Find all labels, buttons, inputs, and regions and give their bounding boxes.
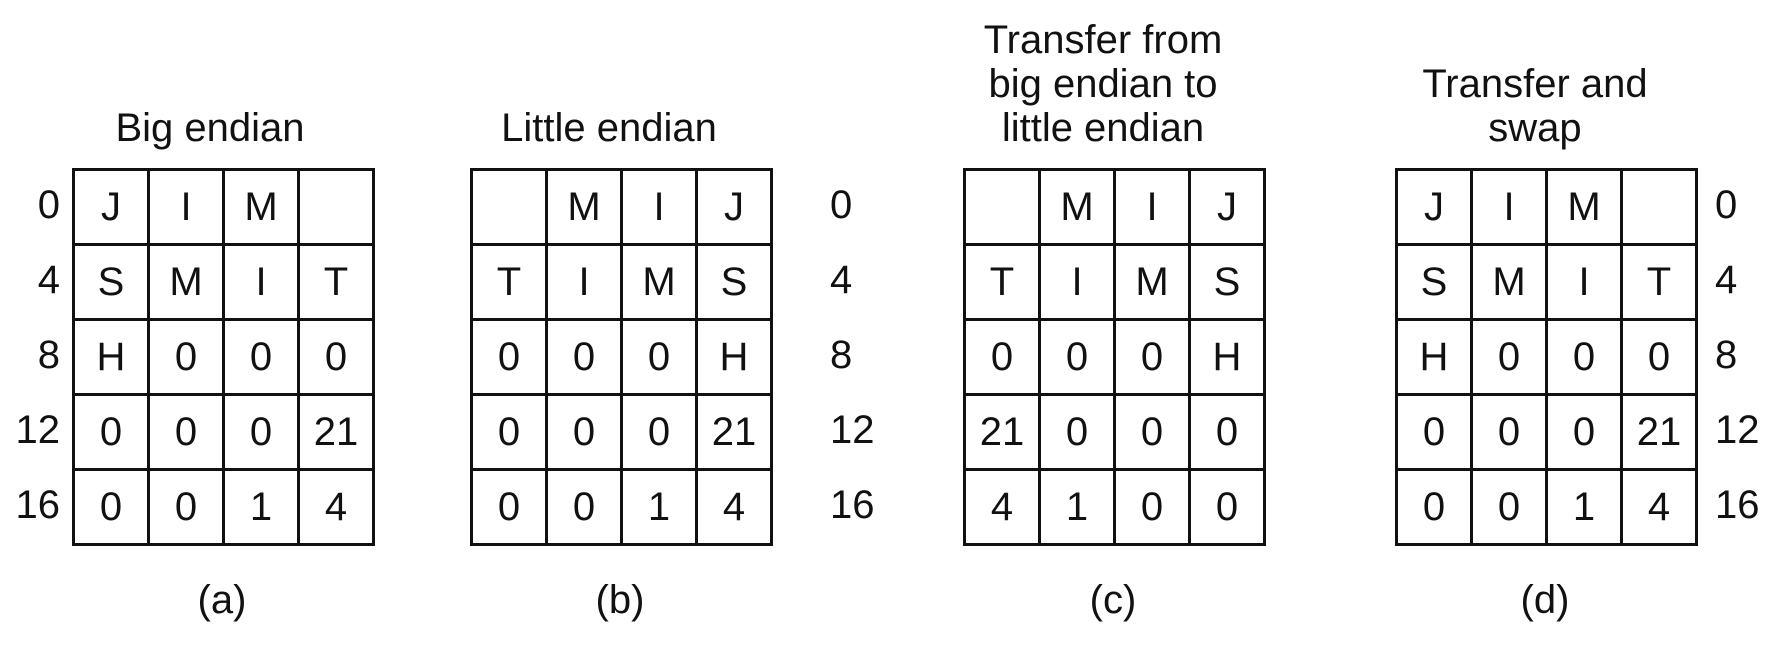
- panel-title: [40, 106, 380, 150]
- address-label: 0: [37, 183, 60, 227]
- memory-cell: 0: [150, 471, 225, 546]
- memory-cell: 0: [548, 471, 623, 546]
- memory-cell: I: [1116, 171, 1191, 246]
- memory-cell: 0: [1191, 396, 1266, 471]
- address-column: [830, 168, 890, 543]
- panel-title-line: Big endian: [115, 106, 305, 150]
- memory-cell: 1: [225, 471, 300, 546]
- address-label: 16: [830, 483, 875, 527]
- panel-title: [439, 106, 779, 150]
- memory-cell: H: [698, 321, 773, 396]
- memory-cell: 0: [1473, 396, 1548, 471]
- address-label: 12: [830, 408, 875, 452]
- memory-cell: M: [1041, 171, 1116, 246]
- memory-cell: 0: [75, 396, 150, 471]
- memory-cell: 0: [1041, 396, 1116, 471]
- memory-cell: 21: [698, 396, 773, 471]
- memory-cell: S: [75, 246, 150, 321]
- memory-cell: T: [1623, 246, 1698, 321]
- address-label: 8: [37, 333, 60, 377]
- memory-cell: I: [1473, 171, 1548, 246]
- panel-caption: (c): [1089, 578, 1137, 622]
- panel-title-line: big endian to: [988, 62, 1218, 106]
- memory-cell: 1: [1548, 471, 1623, 546]
- panel-title-line: little endian: [1001, 106, 1205, 150]
- memory-cell: I: [1041, 246, 1116, 321]
- panel-title: [1365, 62, 1705, 150]
- panel-title: [933, 18, 1273, 150]
- memory-grid: [470, 168, 773, 546]
- memory-cell: I: [150, 171, 225, 246]
- memory-cell: H: [75, 321, 150, 396]
- panel-caption: (b): [595, 578, 645, 622]
- memory-cell: 0: [1116, 396, 1191, 471]
- panel-caption: (a): [197, 578, 247, 622]
- memory-cell: 0: [225, 321, 300, 396]
- address-column: [1715, 168, 1775, 543]
- address-label: 8: [830, 333, 853, 377]
- address-label: 0: [830, 183, 853, 227]
- address-label: 8: [1715, 333, 1738, 377]
- memory-cell: 0: [1623, 321, 1698, 396]
- panel-title-line: Transfer and: [1422, 62, 1648, 106]
- memory-cell: 4: [1623, 471, 1698, 546]
- memory-cell: M: [1473, 246, 1548, 321]
- memory-cell: M: [150, 246, 225, 321]
- memory-cell: 4: [698, 471, 773, 546]
- memory-cell: 0: [473, 396, 548, 471]
- memory-cell: 0: [1191, 471, 1266, 546]
- address-column: [0, 168, 60, 543]
- memory-cell: 0: [75, 471, 150, 546]
- memory-cell: [300, 171, 375, 246]
- panel-title-line: Little endian: [501, 106, 717, 150]
- memory-cell: 0: [1041, 321, 1116, 396]
- memory-cell: J: [1398, 171, 1473, 246]
- memory-cell: 0: [1473, 471, 1548, 546]
- memory-cell: 0: [1548, 396, 1623, 471]
- memory-cell: 4: [966, 471, 1041, 546]
- memory-cell: 0: [150, 321, 225, 396]
- memory-cell: J: [1191, 171, 1266, 246]
- memory-cell: M: [548, 171, 623, 246]
- memory-cell: S: [1191, 246, 1266, 321]
- memory-cell: 21: [1623, 396, 1698, 471]
- memory-cell: 0: [1473, 321, 1548, 396]
- address-label: 12: [15, 408, 60, 452]
- memory-cell: 0: [473, 471, 548, 546]
- memory-cell: 0: [1116, 321, 1191, 396]
- memory-cell: 0: [623, 396, 698, 471]
- memory-cell: T: [300, 246, 375, 321]
- memory-cell: 0: [548, 321, 623, 396]
- memory-grid: [1395, 168, 1698, 546]
- memory-cell: 0: [966, 321, 1041, 396]
- address-label: 4: [37, 258, 60, 302]
- memory-cell: I: [225, 246, 300, 321]
- memory-cell: [473, 171, 548, 246]
- address-label: 16: [15, 483, 60, 527]
- memory-cell: 0: [1398, 471, 1473, 546]
- memory-cell: M: [225, 171, 300, 246]
- memory-cell: 0: [473, 321, 548, 396]
- memory-cell: T: [473, 246, 548, 321]
- memory-cell: T: [966, 246, 1041, 321]
- memory-cell: 21: [300, 396, 375, 471]
- panel-title-line: swap: [1488, 106, 1582, 150]
- memory-cell: M: [1116, 246, 1191, 321]
- memory-cell: I: [548, 246, 623, 321]
- memory-cell: 0: [1548, 321, 1623, 396]
- memory-cell: 4: [300, 471, 375, 546]
- panel-title-line: Transfer from: [983, 18, 1223, 62]
- memory-cell: M: [623, 246, 698, 321]
- address-label: 4: [830, 258, 853, 302]
- memory-cell: 0: [1116, 471, 1191, 546]
- address-label: 16: [1715, 483, 1760, 527]
- memory-cell: 1: [623, 471, 698, 546]
- memory-cell: 1: [1041, 471, 1116, 546]
- memory-grid: [963, 168, 1266, 546]
- memory-cell: I: [623, 171, 698, 246]
- memory-cell: S: [1398, 246, 1473, 321]
- memory-cell: 0: [623, 321, 698, 396]
- memory-cell: 21: [966, 396, 1041, 471]
- memory-cell: 0: [300, 321, 375, 396]
- memory-grid: [72, 168, 375, 546]
- memory-cell: H: [1398, 321, 1473, 396]
- address-label: 4: [1715, 258, 1738, 302]
- memory-cell: 0: [225, 396, 300, 471]
- memory-cell: I: [1548, 246, 1623, 321]
- memory-cell: M: [1548, 171, 1623, 246]
- address-label: 0: [1715, 183, 1738, 227]
- memory-cell: S: [698, 246, 773, 321]
- memory-cell: 0: [1398, 396, 1473, 471]
- memory-cell: J: [75, 171, 150, 246]
- memory-cell: [1623, 171, 1698, 246]
- memory-cell: J: [698, 171, 773, 246]
- panel-caption: (d): [1520, 578, 1570, 622]
- memory-cell: 0: [150, 396, 225, 471]
- memory-cell: [966, 171, 1041, 246]
- address-label: 12: [1715, 408, 1760, 452]
- memory-cell: H: [1191, 321, 1266, 396]
- memory-cell: 0: [548, 396, 623, 471]
